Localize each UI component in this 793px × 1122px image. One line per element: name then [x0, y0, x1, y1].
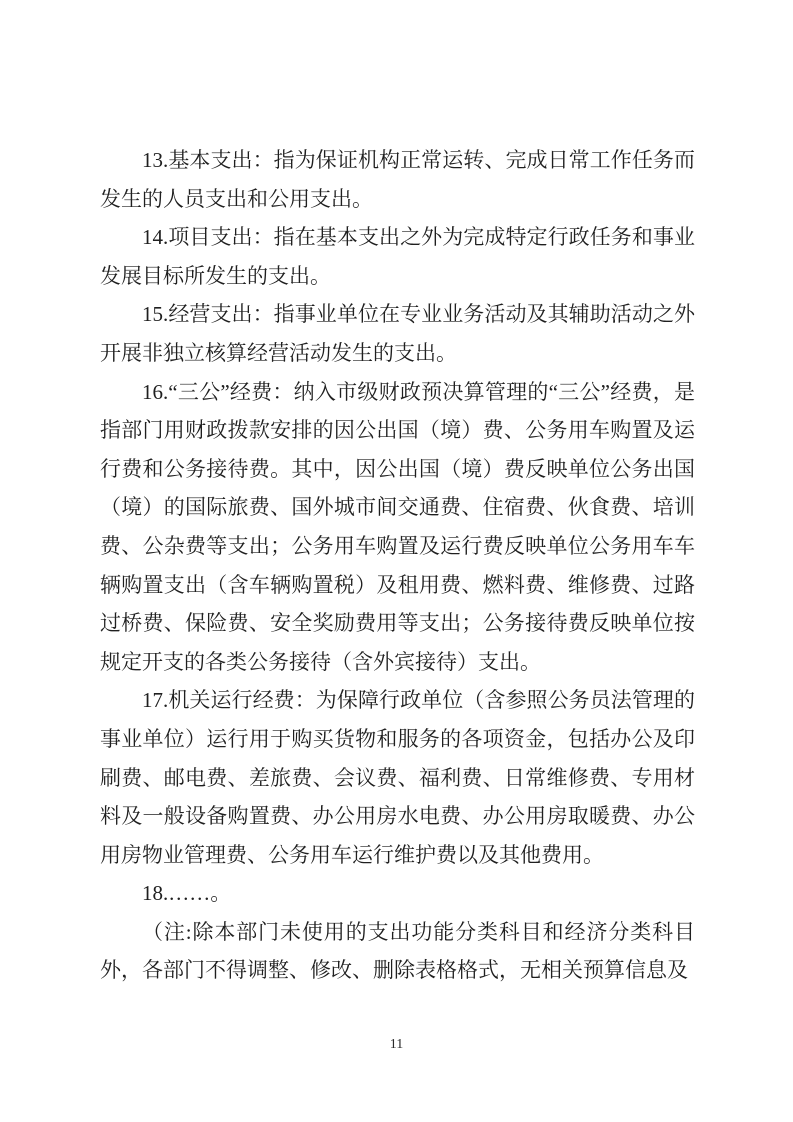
paragraph: （注:除本部门未使用的支出功能分类科目和经济分类科目外，各部门不得调整、修改、删除表格格式，无相关预算信息及	[100, 919, 695, 983]
paragraph: 15.经营支出：指事业单位在专业业务活动及其辅助活动之外开展非独立核算经营活动发生的支出。	[100, 302, 695, 365]
document-body	[100, 141, 695, 990]
paragraph: 18.……。	[142, 881, 232, 906]
paragraph: 17.机关运行经费：为保障行政单位（含参照公务员法管理的事业单位）运行用于购买货物和服务的各项资金，包括办公及印刷费、邮电费、差旅费、会议费、福利费、日常维修费、专用材料及一般设备购置费、办公用房水电费、办公用房取暖费、办公用房物业管理费、公务用车运行维护费以及其他费用。	[100, 688, 695, 867]
page-number: 11	[389, 1037, 404, 1052]
paragraph: 13.基本支出：指为保证机构正常运转、完成日常工作任务而发生的人员支出和公用支出。	[100, 148, 695, 211]
paragraph: 14.项目支出：指在基本支出之外为完成特定行政任务和事业发展目标所发生的支出。	[100, 225, 695, 288]
paragraph: 16.“三公”经费：纳入市级财政预决算管理的“三公”经费，是指部门用财政拨款安排的因公出国（境）费、公务用车购置及运行费和公务接待费。其中，因公出国（境）费反映单位公务出国（境）的国际旅费、国外城市间交通费、住宿费、伙食费、培训费、公杂费等支出；公务用车购置及运行费反映单位公务用车车辆购置支出（含车辆购置税）及租用费、燃料费、维修费、过路过桥费、保险费、安全奖励费用等支出；公务接待费反映单位按规定开支的各类公务接待（含外宾接待）支出。	[100, 379, 695, 674]
